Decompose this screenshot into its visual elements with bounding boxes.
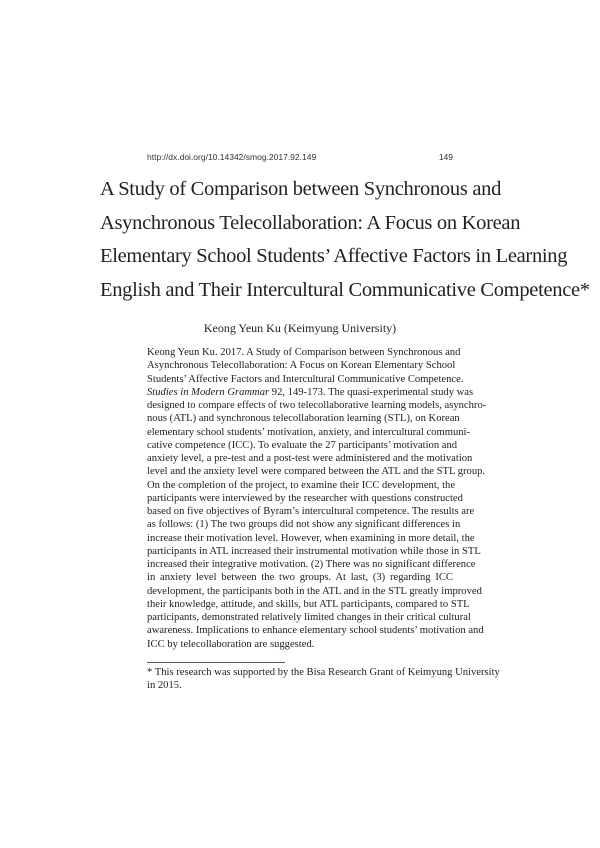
abstract-line: increased their integrative motivation. (2) There was no significant difference [147, 559, 476, 570]
abstract-line: in anxiety level between the two groups. At last, (3) regarding ICC [147, 572, 453, 584]
footnote-line: * This research was supported by the Bisa Research Grant of Keimyung University [147, 667, 500, 678]
abstract-line: nous (ATL) and synchronous telecollaboration learning (STL), on Korean [147, 413, 460, 425]
abstract-line: based on five objectives of Byram’s intercultural competence. The results are [147, 506, 475, 517]
footnote [147, 666, 500, 693]
abstract-line: as follows: (1) The two groups did not show any significant differences in [147, 519, 461, 531]
abstract-line: On the completion of the project, to examine their ICC development, the [147, 479, 456, 491]
footnote-line: in 2015. [147, 680, 182, 692]
abstract-line: participants were interviewed by the researcher with questions constructed [147, 492, 463, 504]
doi-link[interactable]: http://dx.doi.org/10.14342/smog.2017.92.149 [147, 152, 317, 162]
abstract-line: awareness. Implications to enhance elementary school students’ motivation and [147, 625, 484, 637]
abstract-line: elementary school students’ motivation, anxiety, and intercultural communi- [147, 426, 471, 438]
abstract-line: participants, demonstrated relatively limited changes in their critical cultural [147, 612, 471, 623]
title-line: A Study of Comparison between Synchronous and [100, 178, 502, 200]
paper-title [100, 173, 590, 307]
title-line: Elementary School Students’ Affective Factors in Learning [100, 245, 568, 267]
abstract-line: level and the anxiety level were compared between the ATL and the STL group. [147, 466, 486, 478]
abstract-line: Keong Yeun Ku. 2017. A Study of Comparison between Synchronous and [147, 347, 461, 358]
journal-name: Studies in Modern Grammar [147, 386, 270, 398]
abstract-line: development, the participants both in the ATL and in the STL greatly improved [147, 585, 482, 597]
abstract-line: anxiety level, a pre-test and a post-test were administered and the motivation [147, 453, 473, 464]
abstract-line: Students’ Affective Factors and Intercultural Communicative Competence. [147, 373, 464, 385]
abstract-line: participants in ATL increased their instrumental motivation while those in STL [147, 545, 481, 557]
title-line: English and Their Intercultural Communicative Competence* [100, 278, 590, 301]
citation-text: 92, 149-173. The quasi-experimental study was [269, 386, 474, 398]
page-number: 149 [438, 152, 453, 162]
title-line: Asynchronous Telecollaboration: A Focus on Korean [100, 211, 521, 234]
abstract-line: ICC by telecollaboration are suggested. [147, 638, 315, 650]
abstract-line: designed to compare effects of two telecollaborative learning models, asynchro- [147, 400, 487, 411]
footnote-divider [147, 662, 285, 663]
abstract-line [147, 386, 474, 399]
abstract-line: their knowledge, attitude, and skills, but ATL participants, compared to STL [147, 598, 470, 610]
abstract-line: Asynchronous Telecollaboration: A Focus on Korean Elementary School [147, 360, 456, 372]
author-line: Keong Yeun Ku (Keimyung University) [203, 321, 397, 335]
abstract-line: cative competence (ICC). To evaluate the 27 participants’ motivation and [147, 439, 458, 451]
abstract-line: increase their motivation level. However, when examining in more detail, the [147, 532, 475, 544]
abstract [147, 346, 487, 651]
